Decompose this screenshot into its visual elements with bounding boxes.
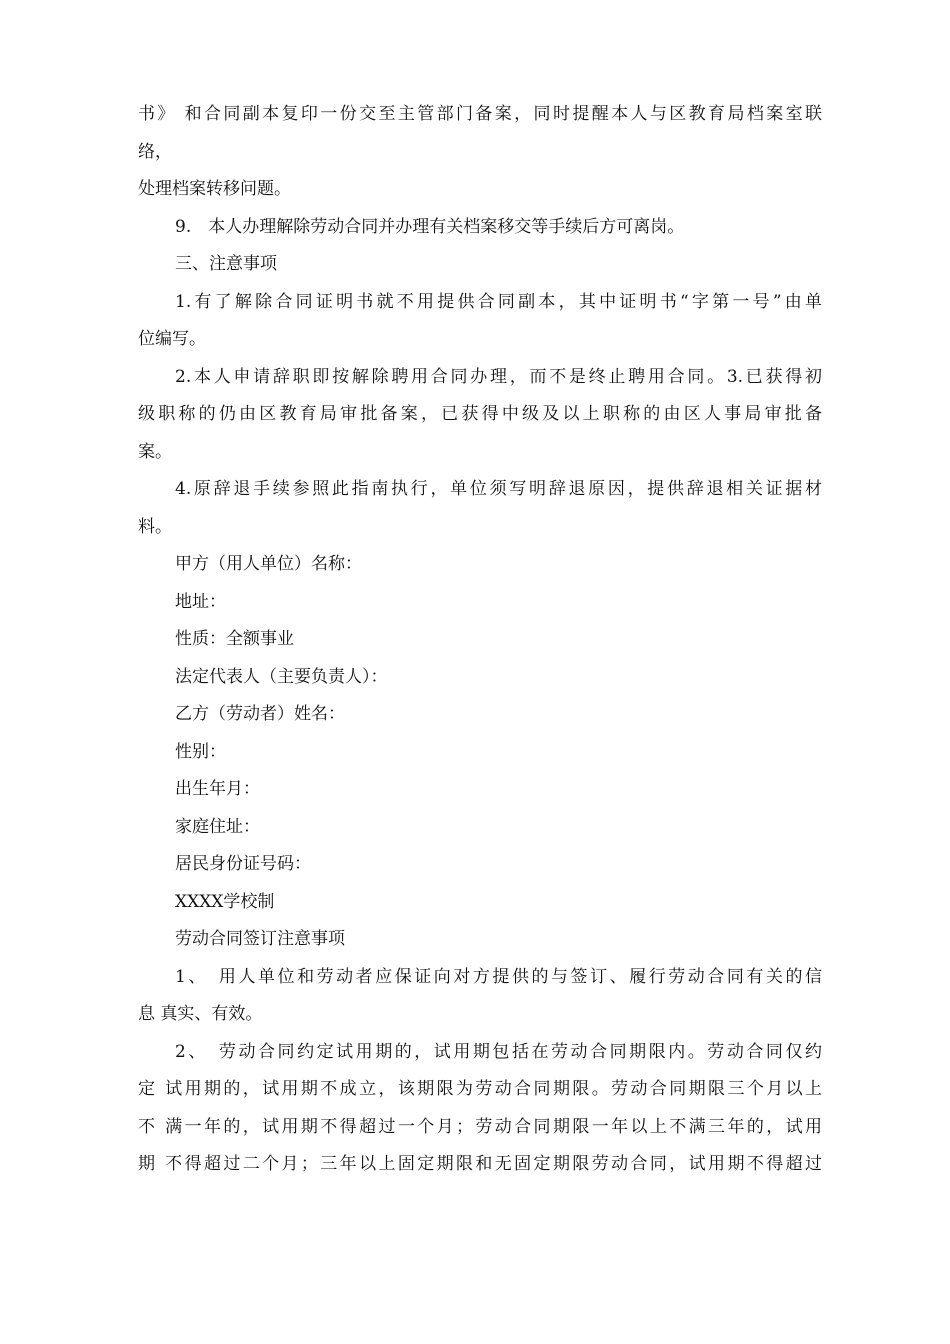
- text-line: 1、 用人单位和劳动者应保证向对方提供的与签订、履行劳动合同有关的信: [175, 966, 822, 987]
- text-line: 1.有了解除合同证明书就不用提供合同副本，其中证明书“字第一号”由单: [175, 291, 822, 312]
- text-line: 地址：: [175, 591, 226, 612]
- text-line: 法定代表人（主要负责人）：: [175, 666, 388, 687]
- text-line: 4.原辞退手续参照此指南执行，单位须写明辞退原因，提供辞退相关证据材: [175, 479, 822, 499]
- text-line: 期 不得超过二个月；三年以上固定期限和无固定期限劳动合同，试用期不得超过: [138, 1154, 822, 1174]
- text-line: 络，: [138, 141, 172, 162]
- text-line: XXXX学校制: [175, 891, 275, 912]
- text-line: 居民身份证号码：: [175, 854, 311, 874]
- text-line: 位编写。: [138, 329, 206, 349]
- text-line: 案。: [138, 441, 172, 462]
- text-line: 级职称的仍由区教育局审批备案，已获得中级及以上职称的由区人事局审批备: [138, 404, 822, 424]
- text-line: 乙方（劳动者）姓名：: [175, 704, 345, 724]
- text-line: 性质：全额事业: [175, 629, 294, 649]
- text-line: 2、 劳动合同约定试用期的，试用期包括在劳动合同期限内。劳动合同仅约: [175, 1041, 822, 1062]
- text-line: 定 试用期的，试用期不成立，该期限为劳动合同期限。劳动合同期限三个月以上: [138, 1079, 822, 1099]
- text-line: 2.本人申请辞职即按解除聘用合同办理，而不是终止聘用合同。3.已获得初: [175, 366, 822, 387]
- text-line: 三、注意事项: [175, 254, 277, 274]
- text-line: 不 满一年的，试用期不得超过一个月；劳动合同期限一年以上不满三年的，试用: [138, 1116, 822, 1137]
- text-line: 性别：: [175, 741, 226, 762]
- text-line: 甲方（用人单位）名称：: [175, 554, 362, 574]
- text-line: 处理档案转移问题。: [138, 179, 291, 199]
- text-line: 息 真实、有效。: [138, 1004, 263, 1024]
- text-line: 出生年月：: [175, 779, 260, 799]
- text-line: 料。: [138, 516, 172, 537]
- text-line: 家庭住址：: [175, 816, 260, 837]
- text-line: 9. 本人办理解除劳动合同并办理有关档案移交等手续后方可离岗。: [175, 216, 685, 237]
- text-line: 劳动合同签订注意事项: [175, 929, 345, 949]
- text-line: 书》 和合同副本复印一份交至主管部门备案，同时提醒本人与区教育局档案室联: [138, 104, 822, 124]
- document-page: [138, 96, 822, 1184]
